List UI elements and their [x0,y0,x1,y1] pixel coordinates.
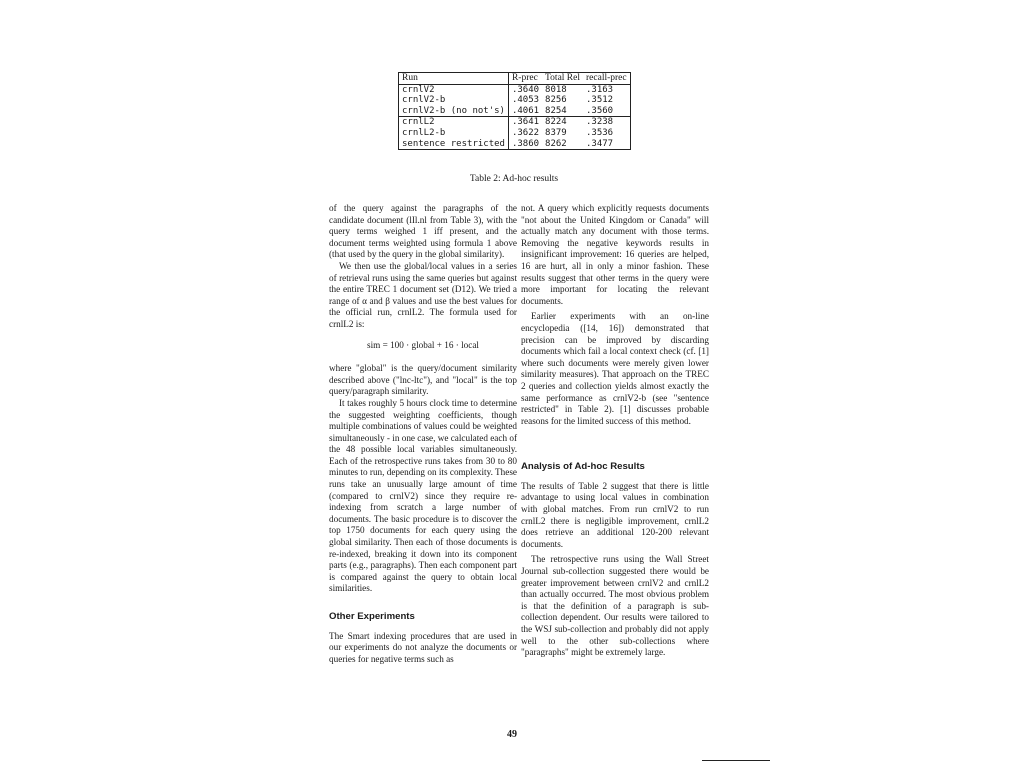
cell-run: crnlV2-b [399,95,509,106]
cell-rprec: .3641 [511,117,540,128]
header-run: Run [399,73,509,85]
cell-total-rel: 8224 [545,117,567,128]
table-header-row [399,73,631,85]
cell-rprec: .4061 [511,105,540,116]
table-body [399,84,631,150]
cell-total-rel: 8262 [545,138,567,149]
table-row [399,139,631,150]
cell-recall-prec: .3560 [583,106,630,117]
page-number: 49 [507,729,517,740]
cell-rprec: .3622 [511,127,540,138]
cell-rprec: .3860 [511,138,540,149]
paragraph: Earlier experiments with an on-line encyclopedia ([14, 16]) demonstrated that precision can be improved by discarding documents which fail a local context check (cf. [1] where such documents were merely given lower similarity measures). That approach on the TREC 2 queries and collection yields almost exactly the same performance as crnlV2-b (see "sentence restricted" in Table 2). [1] discusses probable reasons for the limited success of this method. [521,311,709,426]
section-heading-analysis: Analysis of Ad-hoc Results [521,461,645,473]
cell-total-rel: 8256 [545,95,567,106]
table-row [399,84,631,95]
cell-run: crnlL2-b [399,128,509,139]
cell-recall-prec: .3477 [583,139,630,150]
cell-rprec: .3640 [511,84,540,95]
paragraph: of the query against the paragraphs of the candidate document (lIl.nl from Table 3), with the query terms weighed 1 iff present, and the document terms weighted using formula 1 above (that used by the query in the global similarity). [329,203,517,260]
formula: sim = 100 · global + 16 · local [367,339,479,350]
paragraph: not. A query which explicitly requests documents "not about the United Kingdom or Canada" will actually match any document with those terms. Removing the negative keywords results in insignificant improvement: 16 queries are helped, 16 are hurt, all in only a minor fashion. These results suggest that other terms in the query were more important for locating the relevant documents. [521,203,709,306]
cell-total-rel: 8379 [545,127,567,138]
cell-run: sentence restricted [399,139,509,150]
cell-total-rel: 8018 [545,84,567,95]
paragraph: We then use the global/local values in a series of retrieval runs using the same queries but against the entire TREC 1 document set (D12). We tried a range of α and β values and use the best values for the official run, crnlL2. The formula used for crnlL2 is: [329,260,517,329]
left-column [329,203,517,665]
table-row [399,106,631,117]
cell-recall-prec: .3512 [583,95,630,106]
paragraph: The retrospective runs using the Wall Street Journal sub-collection suggested there would be greater improvement between crnlV2 and crnlL2 than actually occurred. The most obvious problem is that the definition of a paragraph is sub-collection dependent. Our results were tailored to the WSJ sub-collection and probably did not apply well to the other sub-collections where "paragraphs" might be extremely large. [521,554,709,658]
cell-run: crnlV2-b (no not's) [399,106,509,117]
header-recall-prec: recall-prec [583,73,630,85]
cell-recall-prec: .3238 [583,117,630,128]
paragraph: The Smart indexing procedures that are used in our experiments do not analyze the documents or queries for negative terms such as [329,630,517,664]
paragraph: where "global" is the query/document similarity described above ("lnc-ltc"), and "local" is the top query/paragraph similarity. [329,363,517,397]
cell-recall-prec: .3163 [583,84,630,95]
cell-run: crnlV2 [399,84,509,95]
cell-rprec: .4053 [511,95,540,106]
header-total-rel: Total Rel [545,73,580,83]
table-row [399,95,631,106]
paragraph: It takes roughly 5 hours clock time to determine the suggested weighting coefficients, though multiple combinations of values could be weighted simultaneously - in one case, we calculated each of the 48 possible local variables simultaneously. Each of the retrospective runs takes from 30 to 80 minutes to run, depending on its complexity. These runs take an unusually large amount of time (compared to crnlV2) since they require re-indexing from scratch a large number of documents. The basic procedure is to discover the top 1750 documents for each query using the global similarity. Then each of those documents is re-indexed, breaking it down into its component parts (e.g., paragraphs). Then each component part is compared against the query to obtain local similarities. [329,397,518,594]
table-caption: Table 2: Ad-hoc results [469,174,559,184]
section-heading-other-experiments: Other Experiments [329,611,415,622]
footer-rule [702,760,770,761]
cell-recall-prec: .3536 [583,128,630,139]
table-row [399,117,631,128]
cell-total-rel: 8254 [545,105,567,116]
table-row [399,128,631,139]
header-rprec: R-prec [511,73,538,83]
results-table [398,72,631,150]
paragraph: The results of Table 2 suggest that there is little advantage to using local values in combination with global matches. From run crnlV2 to run crnlL2 there is negligible improvement, crnlL2 does retrieve an additional 120-200 relevant documents. [521,480,709,549]
right-column [521,203,709,659]
cell-run: crnlL2 [399,117,509,128]
